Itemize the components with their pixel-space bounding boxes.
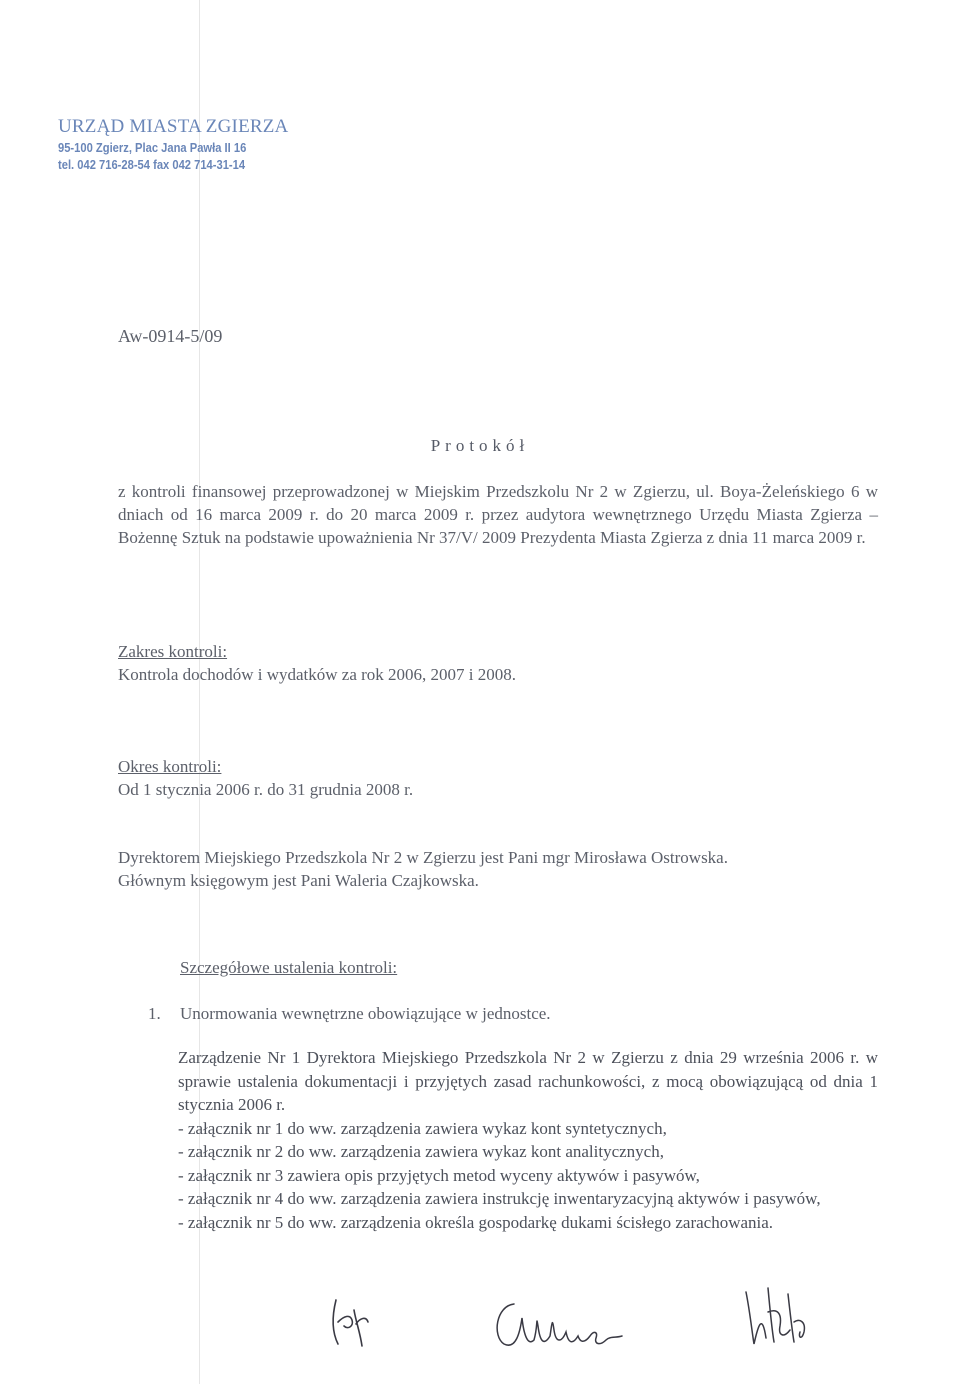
attachment-2: - załącznik nr 2 do ww. zarządzenia zawiera wykaz kont analitycznych, <box>178 1142 664 1161</box>
scope-section <box>118 640 878 686</box>
attachment-3: - załącznik nr 3 zawiera opis przyjętych metod wyceny aktywów i pasywów, <box>178 1165 700 1185</box>
signature-1-icon <box>326 1292 376 1352</box>
intro-paragraph: z kontroli finansowej przeprowadzonej w Miejskim Przedszkolu Nr 2 w Zgierzu, ul. Boya-Żeleńskiego 6 w dniach od 16 marca 2009 r. do 20 marca 2009 r. przez audytora wewnętrznego Urzędu Miasta Zgierza – Bożennę Sztuk na podstawie upoważnienia Nr 37/V/ 2009 Prezydenta Miasta Zgierza z dnia 11 marca 2009 r. <box>118 482 878 547</box>
attachment-5: - załącznik nr 5 do ww. zarządzenia określa gospodarkę dukami ścisłego zarachowania. <box>178 1212 774 1232</box>
director-line: Dyrektorem Miejskiego Przedszkola Nr 2 w Zgierzu jest Pani mgr Mirosława Ostrowska. <box>118 848 728 867</box>
detailed-heading: Szczegółowe ustalenia kontroli: <box>180 958 398 977</box>
letterhead-name: URZĄD MIASTA ZGIERZA <box>58 116 289 137</box>
letterhead-phone: tel. 042 716-28-54 fax 042 714-31-14 <box>58 157 246 172</box>
period-text: Od 1 stycznia 2006 r. do 31 grudnia 2008 r. <box>118 780 414 799</box>
signature-2-icon <box>486 1296 636 1356</box>
item-title: Unormowania wewnętrzne obowiązujące w jednostce. <box>180 1004 551 1023</box>
signature-3-icon <box>738 1282 818 1352</box>
document-title: Protokół <box>430 436 530 455</box>
period-heading: Okres kontroli: <box>118 757 222 776</box>
scope-text: Kontrola dochodów i wydatków za rok 2006, 2007 i 2008. <box>118 665 517 684</box>
reference-number: Aw-0914-5/09 <box>118 326 223 346</box>
ordinance-block <box>178 1046 878 1234</box>
period-section <box>118 755 878 801</box>
letterhead <box>58 116 288 172</box>
attachment-1: - załącznik nr 1 do ww. zarządzenia zawiera wykaz kont syntetycznych, <box>178 1118 667 1138</box>
letterhead-address: 95-100 Zgierz, Plac Jana Pawła II 16 <box>58 140 247 155</box>
accountant-line: Głównym księgowym jest Pani Waleria Czajkowska. <box>118 871 479 890</box>
attachment-4: - załącznik nr 4 do ww. zarządzenia zawiera instrukcję inwentaryzacyjną aktywów i pasywów, <box>178 1189 821 1208</box>
scope-heading: Zakres kontroli: <box>118 642 228 661</box>
staff-section <box>118 846 878 892</box>
ordinance-text: Zarządzenie Nr 1 Dyrektora Miejskiego Przedszkola Nr 2 w Zgierzu z dnia 29 września 2006 r. w sprawie ustalenia dokumentacji i przyjętych zasad rachunkowości, z mocą obowiązującą od dnia 1 stycznia 2006 r. <box>178 1048 878 1114</box>
signatures <box>0 1278 960 1378</box>
detailed-item-1 <box>148 1004 551 1024</box>
item-number: 1. <box>148 1004 161 1023</box>
